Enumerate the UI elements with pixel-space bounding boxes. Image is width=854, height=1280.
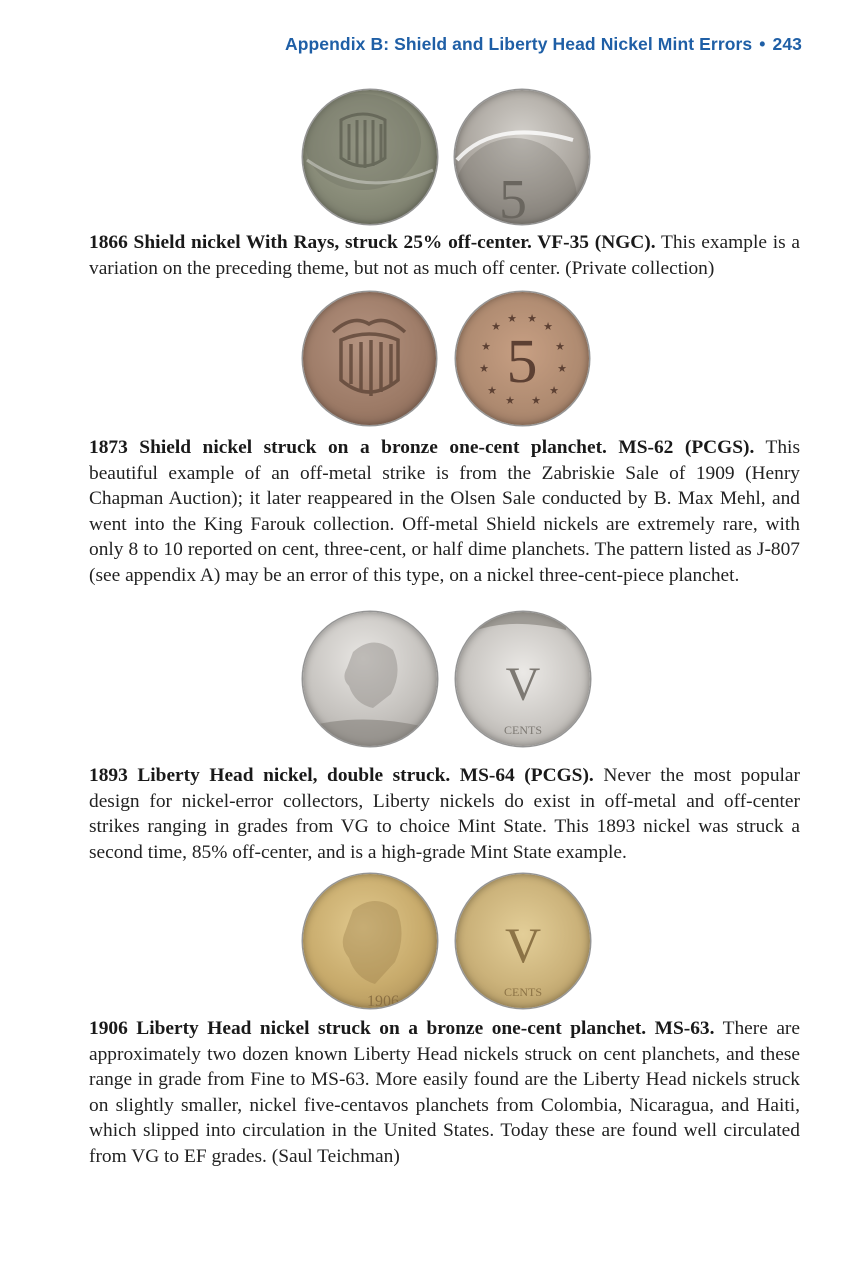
- caption-body: There are approximately two dozen known Liberty Head nickels struck on cent planchets, and these range in grade from Fine to MS-63. More easily found are the Liberty Head nickels struck on slightly smaller, nickel five-centavos planchets from Colombia, Nicaragua, and Haiti, which slipped into circulation in the United States. Today these are found well circulated from VG to EF grades. (Saul Teichman): [89, 1018, 800, 1167]
- coin-obverse-image: [303, 612, 437, 746]
- section-title: Appendix B: Shield and Liberty Head Nickel Mint Errors: [284, 34, 753, 54]
- coin-obverse-image: [303, 292, 436, 425]
- running-head: [285, 34, 802, 55]
- coin-image-pair-1866: [0, 88, 854, 228]
- svg-text:V: V: [505, 658, 541, 711]
- caption-body: Never the most popular design for nickel-error collectors, Liberty nickels do exist in off-metal and off-center strikes ranging in grades from VG to choice Mint State. This 1893 nickel was struck a second time, 85% off-center, and is a high-grade Mint State example.: [89, 765, 800, 863]
- coin-obverse-image: [303, 90, 437, 224]
- caption-1873: [89, 435, 800, 589]
- liberty-head-icon: [303, 612, 437, 746]
- separator: •: [759, 34, 766, 54]
- svg-text:★: ★: [543, 320, 553, 333]
- svg-text:★: ★: [479, 362, 489, 375]
- svg-text:CENTS: CENTS: [503, 723, 543, 737]
- caption-heading: 1866 Shield nickel With Rays, struck 25% off-center. VF-35 (NGC).: [89, 232, 656, 253]
- caption-heading: 1906 Liberty Head nickel struck on a bronze one-cent planchet. MS-63.: [89, 1018, 715, 1039]
- coin-reverse-image: [456, 612, 590, 746]
- v-cents-icon: [456, 874, 590, 1008]
- svg-text:★: ★: [491, 320, 501, 333]
- coin-reverse-image: [456, 874, 590, 1008]
- svg-text:5: 5: [506, 328, 538, 396]
- svg-text:5: 5: [499, 169, 527, 224]
- caption-1906: [89, 1016, 800, 1170]
- page-number: 243: [772, 34, 802, 54]
- caption-body: This beautiful example of an off-metal strike is from the Zabriskie Sale of 1909 (Henry Chapman Auction); it later reappeared in the Olsen Sale conducted by B. Max Mehl, and went into the King Farouk collection. Off-metal Shield nickels are extremely rare, with only 8 to 10 reported on cent, three-cent, or half dime planchets. The pattern listed as J-807 (see appendix A) may be an error of this type, on a nickel three-cent-piece planchet.: [89, 437, 800, 586]
- shield-icon: [303, 90, 437, 224]
- coin-obverse-image: [303, 874, 437, 1008]
- svg-text:★: ★: [555, 340, 565, 353]
- svg-text:★: ★: [507, 312, 517, 325]
- caption-1866: [89, 230, 800, 281]
- numeral-five-with-stars-icon: [456, 292, 589, 425]
- coin-image-pair-1893: [0, 608, 854, 748]
- caption-body: This example is a variation on the preceding theme, but not as much off center. (Private collection): [89, 232, 801, 279]
- v-cents-icon: [456, 612, 590, 746]
- caption-1893: [89, 763, 800, 865]
- svg-text:★: ★: [549, 384, 559, 397]
- svg-text:★: ★: [531, 394, 541, 407]
- coin-reverse-image: [456, 292, 589, 425]
- svg-text:1906: 1906: [367, 993, 399, 1008]
- caption-heading: 1893 Liberty Head nickel, double struck. MS-64 (PCGS).: [89, 765, 594, 786]
- svg-text:★: ★: [481, 340, 491, 353]
- coin-reverse-image: [455, 90, 589, 224]
- svg-text:V: V: [504, 917, 542, 973]
- caption-heading: 1873 Shield nickel struck on a bronze one-cent planchet. MS-62 (PCGS).: [89, 437, 755, 458]
- coin-image-pair-1906: [0, 872, 854, 1012]
- svg-text:★: ★: [557, 362, 567, 375]
- numeral-five-icon: [455, 90, 589, 224]
- svg-text:★: ★: [505, 394, 515, 407]
- svg-text:CENTS: CENTS: [503, 985, 543, 999]
- svg-text:★: ★: [527, 312, 537, 325]
- liberty-head-icon: [303, 874, 437, 1008]
- shield-icon: [303, 292, 436, 425]
- svg-text:★: ★: [487, 384, 497, 397]
- coin-image-pair-1873: [0, 290, 854, 430]
